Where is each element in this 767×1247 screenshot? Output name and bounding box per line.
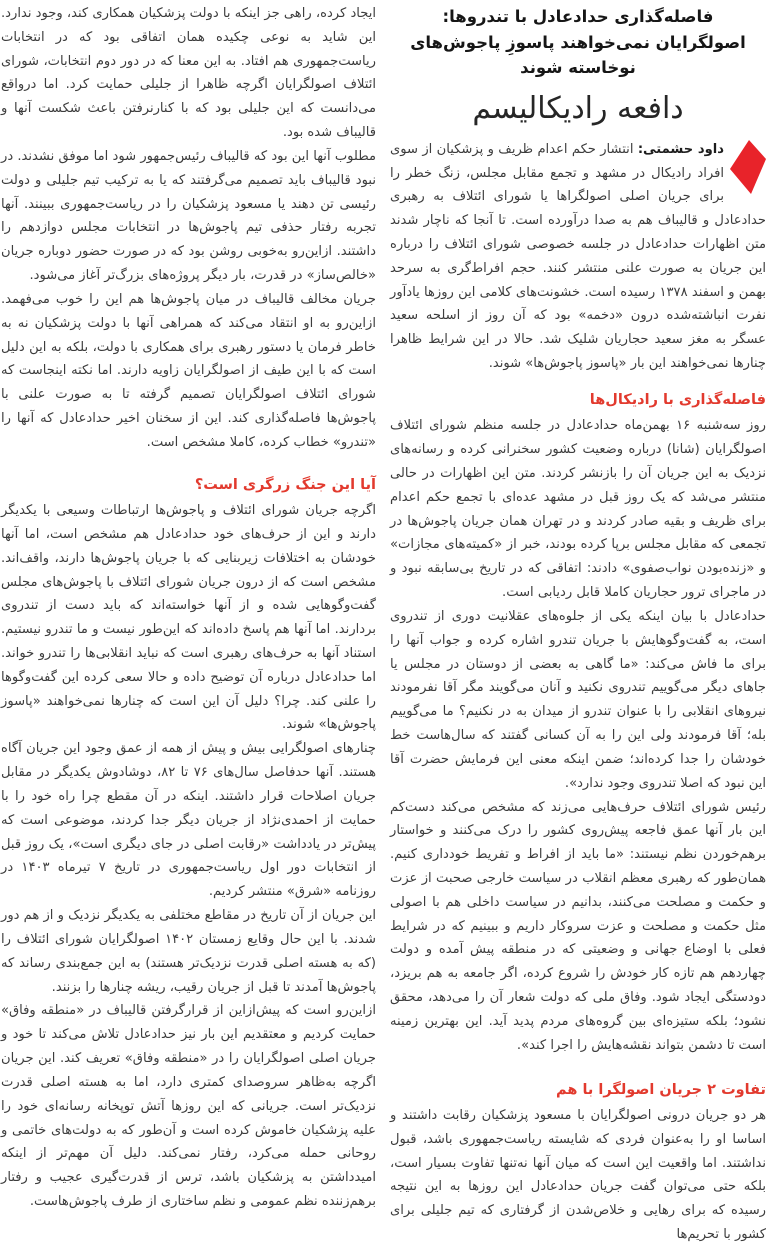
author-name: داود حشمتی: [637, 141, 724, 157]
article-left-column [1, 2, 377, 1210]
section-heading-radicals: فاصله‌گذاری با رادیکال‌ها [589, 391, 766, 408]
headline-kicker [390, 4, 766, 81]
body-paragraph: ازاین‌رو است که پیش‌ازاین از قرارگرفتن قالیباف در «منطقه وفاق» حمایت کردیم و معتقدیم این بار نیز حدادعادل تلاش می‌کند تا خود و جریان اصلی اصولگرایان را در «منطقه وفاق» تعریف کند. این جریان اگرچه به‌ظاهر سروصدای کمتری دارد، اما به هسته اصلی قدرت نزدیک‌تر است. جریانی که این روزها آتش توپخانه رسانه‌ای خود را علیه پزشکیان خاموش کرده است و آن‌طور که به دولت‌های خاتمی و روحانی حمله می‌کرد، رفتار نمی‌کند. دلیل آن مهم‌تر از اینکه امیدداشتن به پزشکیان باشد، ترس از قدرت‌گیری عجیب و رفتار برهم‌زننده نظم عمومی و نظم ساختاری از طرف پاجوش‌هاست. [1, 1003, 376, 1210]
body-paragraph: این جریان از آن تاریخ در مقاطع مختلفی به یکدیگر نزدیک و از هم دور شدند. با این حال وقایع زمستان ۱۴۰۲ اصولگرایان شورای ائتلاف را (که به هسته اصلی قدرت نزدیک‌تر هستند) به این جمع‌بندی رساند که پاجوش‌ها آمدند تا قبل از جریان رقیب، ریشه چنارها را بزنند. [1, 908, 376, 995]
section-heading-difference: تفاوت ۲ جریان اصولگرا با هم [555, 1081, 766, 1098]
body-paragraph: حدادعادل با بیان اینکه یکی از جلوه‌های عقلانیت دوری از تندروی است، به گفت‌وگوهایش با جریان تندرو اشاره کرده و جواب آنها را برای ما فاش می‌کند: «ما گاهی به بعضی از دوستان در مجلس یا جاهای دیگر می‌گوییم تندروی نکنید و آنان می‌گویند مگر آقا نفرمودند نیروهای انقلابی را با عنوان تندرو از میدان به در نکنیم؟ ما می‌گوییم بله؛ آقا فرمودند ولی این را به آن کسانی گفتند که سال‌هاست خط خودشان را جدا کرده‌اند؛ ضمن اینکه معنی این فرمایش حضرت آقا این نبود که اصلا تندروی وجود ندارد». [390, 608, 766, 791]
article-right-column [390, 2, 766, 1243]
body-paragraph: هر دو جریان درونی اصولگرایان با مسعود پزشکیان رقابت داشتند و اساسا او را به‌عنوان فردی که شایسته ریاست‌جمهوری باشد، قبول نداشتند. اما واقعیت این است که میان آنها نه‌تنها تفاوت بسیار است، بلکه حتی می‌توان گفت جریان حدادعادل این روزها به این نتیجه رسیده که برای رهایی و خلاص‌شدن از گرفتاری که تیم جلیلی برای کشور با تحریم‌ها [390, 1107, 766, 1243]
body-paragraph: جریان مخالف قالیباف در میان پاجوش‌ها هم این را خوب می‌فهمد. ازاین‌رو به او انتقاد می‌کند که همراهی آنها با دولت پزشکیان نه به خاطر فرمان یا دستور رهبری برای همکاری با دولت، بلکه به این دلیل است که با این طیف از اصولگرایان زاویه دارند. اما نکته اینجاست که شورای ائتلاف اصولگرایان تصمیم گرفته تا به صورت علنی با پاجوش‌ها فاصله‌گذاری کند. این از سخنان اخیر حدادعادل که آنها را «تندرو» خطاب کرده، کاملا مشخص است. [1, 291, 376, 450]
red-diamond-icon [730, 140, 766, 194]
article-title: دافعه رادیکالیسم [472, 90, 684, 126]
kicker-line-2: اصولگرایان نمی‌خواهند پاسوزِ پاجوش‌های نوخاسته شوند [410, 32, 746, 78]
body-paragraph: رئیس شورای ائتلاف حرف‌هایی می‌زند که مشخص می‌کند دست‌کم این بار آنها عمق فاجعه پیش‌روی کشور را درک می‌کنند و خواستار برهم‌خوردن نظم نیستند: «ما باید از افراط و تفریط خودداری کنیم. همان‌طور که رهبری معظم انقلاب در سیاست خارجی صحبت از عزت و حکمت و مصلحت می‌کنند، بدانیم در سیاست داخلی هم با اصولی مثل حکمت و مصلحت و عزت سروکار داریم و ببینیم که در شرایط فعلی با اوضاع جهانی و وضعیتی که در منطقه پیش آمده و دولت چهاردهم هم تازه کار خودش را شروع کرده، اگر جامعه به هم بریزد، دودستگی ایجاد شود. وفاق ملی که دولت شعار آن را می‌دهد، محقق نشود؛ بلکه ستیزه‌ای بین گروه‌های مردم پدید آید. این بهترین زمینه است تا دشمن بتواند نقشه‌هایش را اجرا کند». [390, 799, 766, 1053]
body-paragraph: اگرچه جریان شورای ائتلاف و پاجوش‌ها ارتباطات وسیعی با یکدیگر دارند و این از حرف‌های خود حدادعادل هم مشخص است، اما آنها خودشان به اختلافات زیربنایی که با جریان پاجوش‌ها دارند، واقف‌اند. مشخص است که از درون جریان شورای ائتلاف با پاجوش‌های مجلس گفت‌وگوهایی شده و از آنها خواسته‌اند که باید دست از تندروی بردارند. اما آنها هم پاسخ داده‌اند که این‌طور نیست و ما تندرو نیستیم. استناد آنها به حرف‌های رهبری است که نباید انقلابی‌ها را تندرو خواند. اما حدادعادل درباره آن توضیح داده و حالا سعی کرده این گفت‌وگوها را علنی کند. چرا؟ دلیل آن این است که چنارها نمی‌خواهند «پاسوز پاجوش‌ها» شوند. [1, 503, 376, 733]
kicker-line-1: فاصله‌گذاری حدادعادل با تندروها: [442, 7, 714, 26]
body-paragraph: مطلوب آنها این بود که قالیباف رئیس‌جمهور شود اما موفق نشدند. در نبود قالیباف باید تصمیم می‌گرفتند که یا به ترکیب تیم جلیلی و دولت رئیسی تن دهند یا مسعود پزشکیان را در ریاست‌جمهوری ببینند. آنها تجربه رفتار حذفی تیم پاجوش‌ها در انتخابات مجلس دوازدهم را داشتند. ازاین‌رو به‌خوبی روشن بود که در صورت حضور دوباره جریان «خالص‌ساز» در قدرت، بار دیگر پروژه‌های بزرگ‌تر آغاز می‌شود. [1, 148, 376, 284]
body-paragraph: ایجاد کرده، راهی جز اینکه با دولت پزشکیان همکاری کند، وجود ندارد. این شاید به نوعی چکیده همان اتفاقی بود که در انتخابات ریاست‌جمهوری هم افتاد. به این معنا که در دور دوم انتخابات، شورای ائتلاف اصولگرایان اگرچه ظاهرا از جلیلی حمایت کرد. اما درواقع می‌دانست که این جلیلی بود که با کنارنرفتن باعث شکست آنها و قالیباف شده بود. [1, 6, 376, 141]
body-paragraph: روز سه‌شنبه ۱۶ بهمن‌ماه حدادعادل در جلسه منظم شورای ائتلاف اصولگرایان (شانا) درباره وضعیت کشور سخنرانی کرده و رسانه‌های نزدیک به این جریان آن را بازنشر کردند. متن این اظهارات در حالی منتشر می‌شد که یک روز قبل در مشهد عده‌ای با تجمع حکم اعدام برای ظریف و بقیه صادر کردند و در تهران همان جریان پاجوش‌ها در تجمعی که مقابل مجلس برپا کرده بودند، خبر از «کمیته‌های مجازات» و «زنده‌بودن نواب‌صفوی» دادند: اتفاقی که در تاریخ بی‌سابقه نبود و در ماجرای ترور حجاریان کاملا قابل ردیابی است. [390, 418, 766, 601]
lead-paragraph [390, 138, 766, 376]
body-paragraph: چنارهای اصولگرایی بیش و پیش از همه از عمق وجود این جریان آگاه هستند. آنها حدفاصل سال‌های ۷۶ تا ۸۲، دوشادوش یکدیگر در مقابل جریان اصلاحات قرار داشتند. اینکه در آن مقطع چرا راه خود را با حمایت از احمدی‌نژاد از جریان دیگر جدا کردند، موضوعی است که پیش‌تر در یادداشت «رقابت اصلی در جای دیگری است»، یک روز قبل از انتخابات دور اول ریاست‌جمهوری در تاریخ ۷ تیرماه ۱۴۰۳ در روزنامه «شرق» منتشر کردیم. [1, 741, 377, 900]
section-heading-goldsmith-war: آیا این جنگ زرگری است؟ [194, 476, 376, 493]
lead-text: انتشار حکم اعدام ظریف و پزشکیان از سوی افراد رادیکال در مشهد و تجمع مقابل مجلس، زنگ خطر را برای جریان اصلی اصولگراها یا شورای ائتلاف به رهبری حدادعادل و قالیباف هم به صدا درآورده است. تا آنجا که ناچار شدند متن اظهارات حدادعادل در جلسه خصوصی شورای ائتلاف را درباره این جریان به صورت علنی منتشر کنند. حجم افراط‌گری به سرحد بهمن و اسفند ۱۳۷۸ رسیده است. خشونت‌های کلامی این روزها یادآور نفرت انباشته‌شده درون «دخمه» بود که آن روز از اسلحه سعید عسگر به مغز سعید حجاریان شلیک شد. حالا در این شرایط ظاهرا چنارها نمی‌خواهند این بار «پاسوز پاجوش‌ها» شوند. [390, 141, 766, 372]
